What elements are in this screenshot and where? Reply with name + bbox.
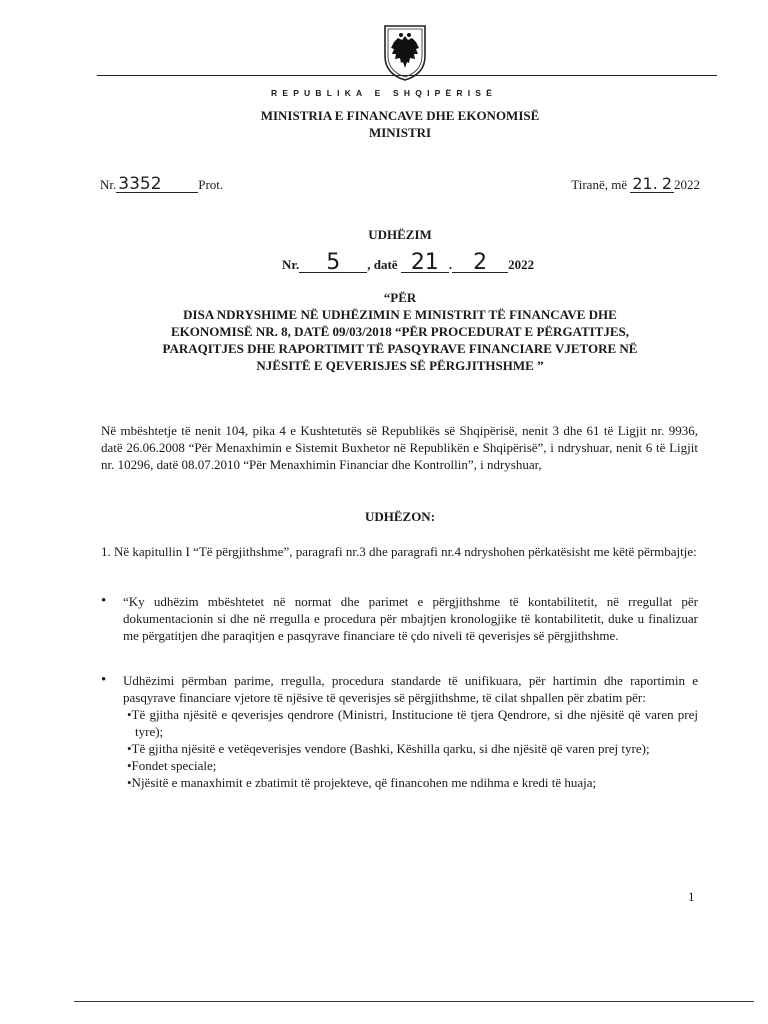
bullet-icon: • [101, 593, 107, 609]
page-number: 1 [688, 889, 695, 904]
instruction-date-label: , datë [367, 257, 398, 272]
bullet-item [101, 672, 698, 791]
sub-item: •Të gjitha njësitë e vetëqeverisjes vendore (Bashki, Këshilla qarku, si dhe njësitë që varen prej tyre); [127, 741, 650, 756]
bullet-icon: • [101, 672, 107, 688]
sub-item: •Fondet speciale; [127, 758, 217, 773]
date-day: 21. [632, 174, 658, 193]
instruction-date-day: 21 [401, 254, 449, 273]
protocol-nr-value: 3352 [116, 176, 198, 193]
date-year: 2022 [674, 177, 700, 192]
item-1-paragraph: 1. Në kapitullin I “Të përgjithshme”, paragrafi nr.3 dhe paragrafi nr.4 ndryshohen përkatësisht me këtë përmbajtje: [101, 544, 697, 559]
subject-line: PARAQITJES DHE RAPORTIMIT TË PASQYRAVE FINANCIARE VJETORE NË [162, 341, 638, 356]
subject-line: NJËSITË E QEVERISJES SË PËRGJITHSHME ” [256, 358, 544, 373]
protocol-nr-prefix: Nr. [100, 177, 117, 192]
bullet-text: Udhëzimi përmban parime, rregulla, procedura standarde të unifikuara, për hartimin dhe raportimin e pasqyrave financiare vjetore të njësive të qeverisjes së përgjithshme, të cilat shpallen për zbatim për: [123, 673, 698, 705]
subject-line: DISA NDRYSHIME NË UDHËZIMIN E MINISTRIT TË FINANCAVE DHE [183, 307, 617, 322]
republic-heading: REPUBLIKA E SHQIPËRISË [270, 88, 498, 98]
place-date [571, 176, 700, 193]
legal-basis-paragraph: Në mbështetje të nenit 104, pika 4 e Kushtetutës së Republikës së Shqipërisë, nenit 3 dhe 61 të Ligjit nr. 9936, datë 26.06.2008 “Për Menaxhimin e Sistemit Buxhetor në Republikën e Shqipërisë”, i ndryshuar, nenit 6 të Ligjit nr. 10296, datë 08.07.2010 “Për Menaxhimin Financiar dhe Kontrollin”, i ndryshuar, [101, 423, 698, 472]
instruction-nr-label: Nr. [282, 257, 300, 272]
bullet-item [101, 593, 698, 644]
document-title: UDHËZIM [368, 227, 432, 242]
ministry-heading [0, 107, 768, 141]
instruction-date-month: 2 [452, 254, 508, 273]
ministri-label: MINISTRI [368, 125, 432, 140]
protocol-number [100, 176, 223, 193]
sub-item: •Njësitë e manaxhimit e zbatimit të projekteve, që financohen me ndihma e kredi të huaja; [127, 775, 597, 790]
bullet-text: “Ky udhëzim mbështetet në normat dhe parimet e përgjithshme të kontabilitetit, në rregullat për dokumentacionin si dhe në rregulla e procedura për mbajtjen kronologjike të kontabilitetit, duke u finalizuar me përgatitjen dhe paraqitjen e pasqyrave financiare të çdo niveli të qeverisjes së përgjithshme. [123, 594, 698, 643]
instruction-subject [130, 289, 670, 374]
udhezon-heading: UDHËZON: [364, 509, 436, 524]
footer-rule [74, 1001, 754, 1002]
protocol-nr-suffix: Prot. [198, 177, 224, 192]
header-rule [97, 75, 717, 76]
subject-line: “PËR [383, 290, 417, 305]
instruction-date-year: 2022 [508, 257, 535, 272]
sub-item: •Të gjitha njësitë e qeverisjes qendrore (Ministri, Institucione të tjera Qendrore, si dhe njësitë që varen prej tyre); [127, 707, 698, 739]
bullet-content [123, 672, 698, 791]
ministry-name: MINISTRIA E FINANCAVE DHE EKONOMISË [260, 108, 540, 123]
subject-line: EKONOMISË NR. 8, DATË 09/03/2018 “PËR PROCEDURAT E PËRGATITJES, [170, 324, 630, 339]
date-month: 2 [661, 174, 672, 193]
instruction-nr-value: 5 [299, 254, 367, 273]
albanian-eagle-emblem-icon [380, 22, 430, 82]
instruction-number-line: Nr. 5 , datë 21 . 2 2022 [282, 250, 535, 275]
place-prefix: Tiranë, më [571, 177, 628, 192]
